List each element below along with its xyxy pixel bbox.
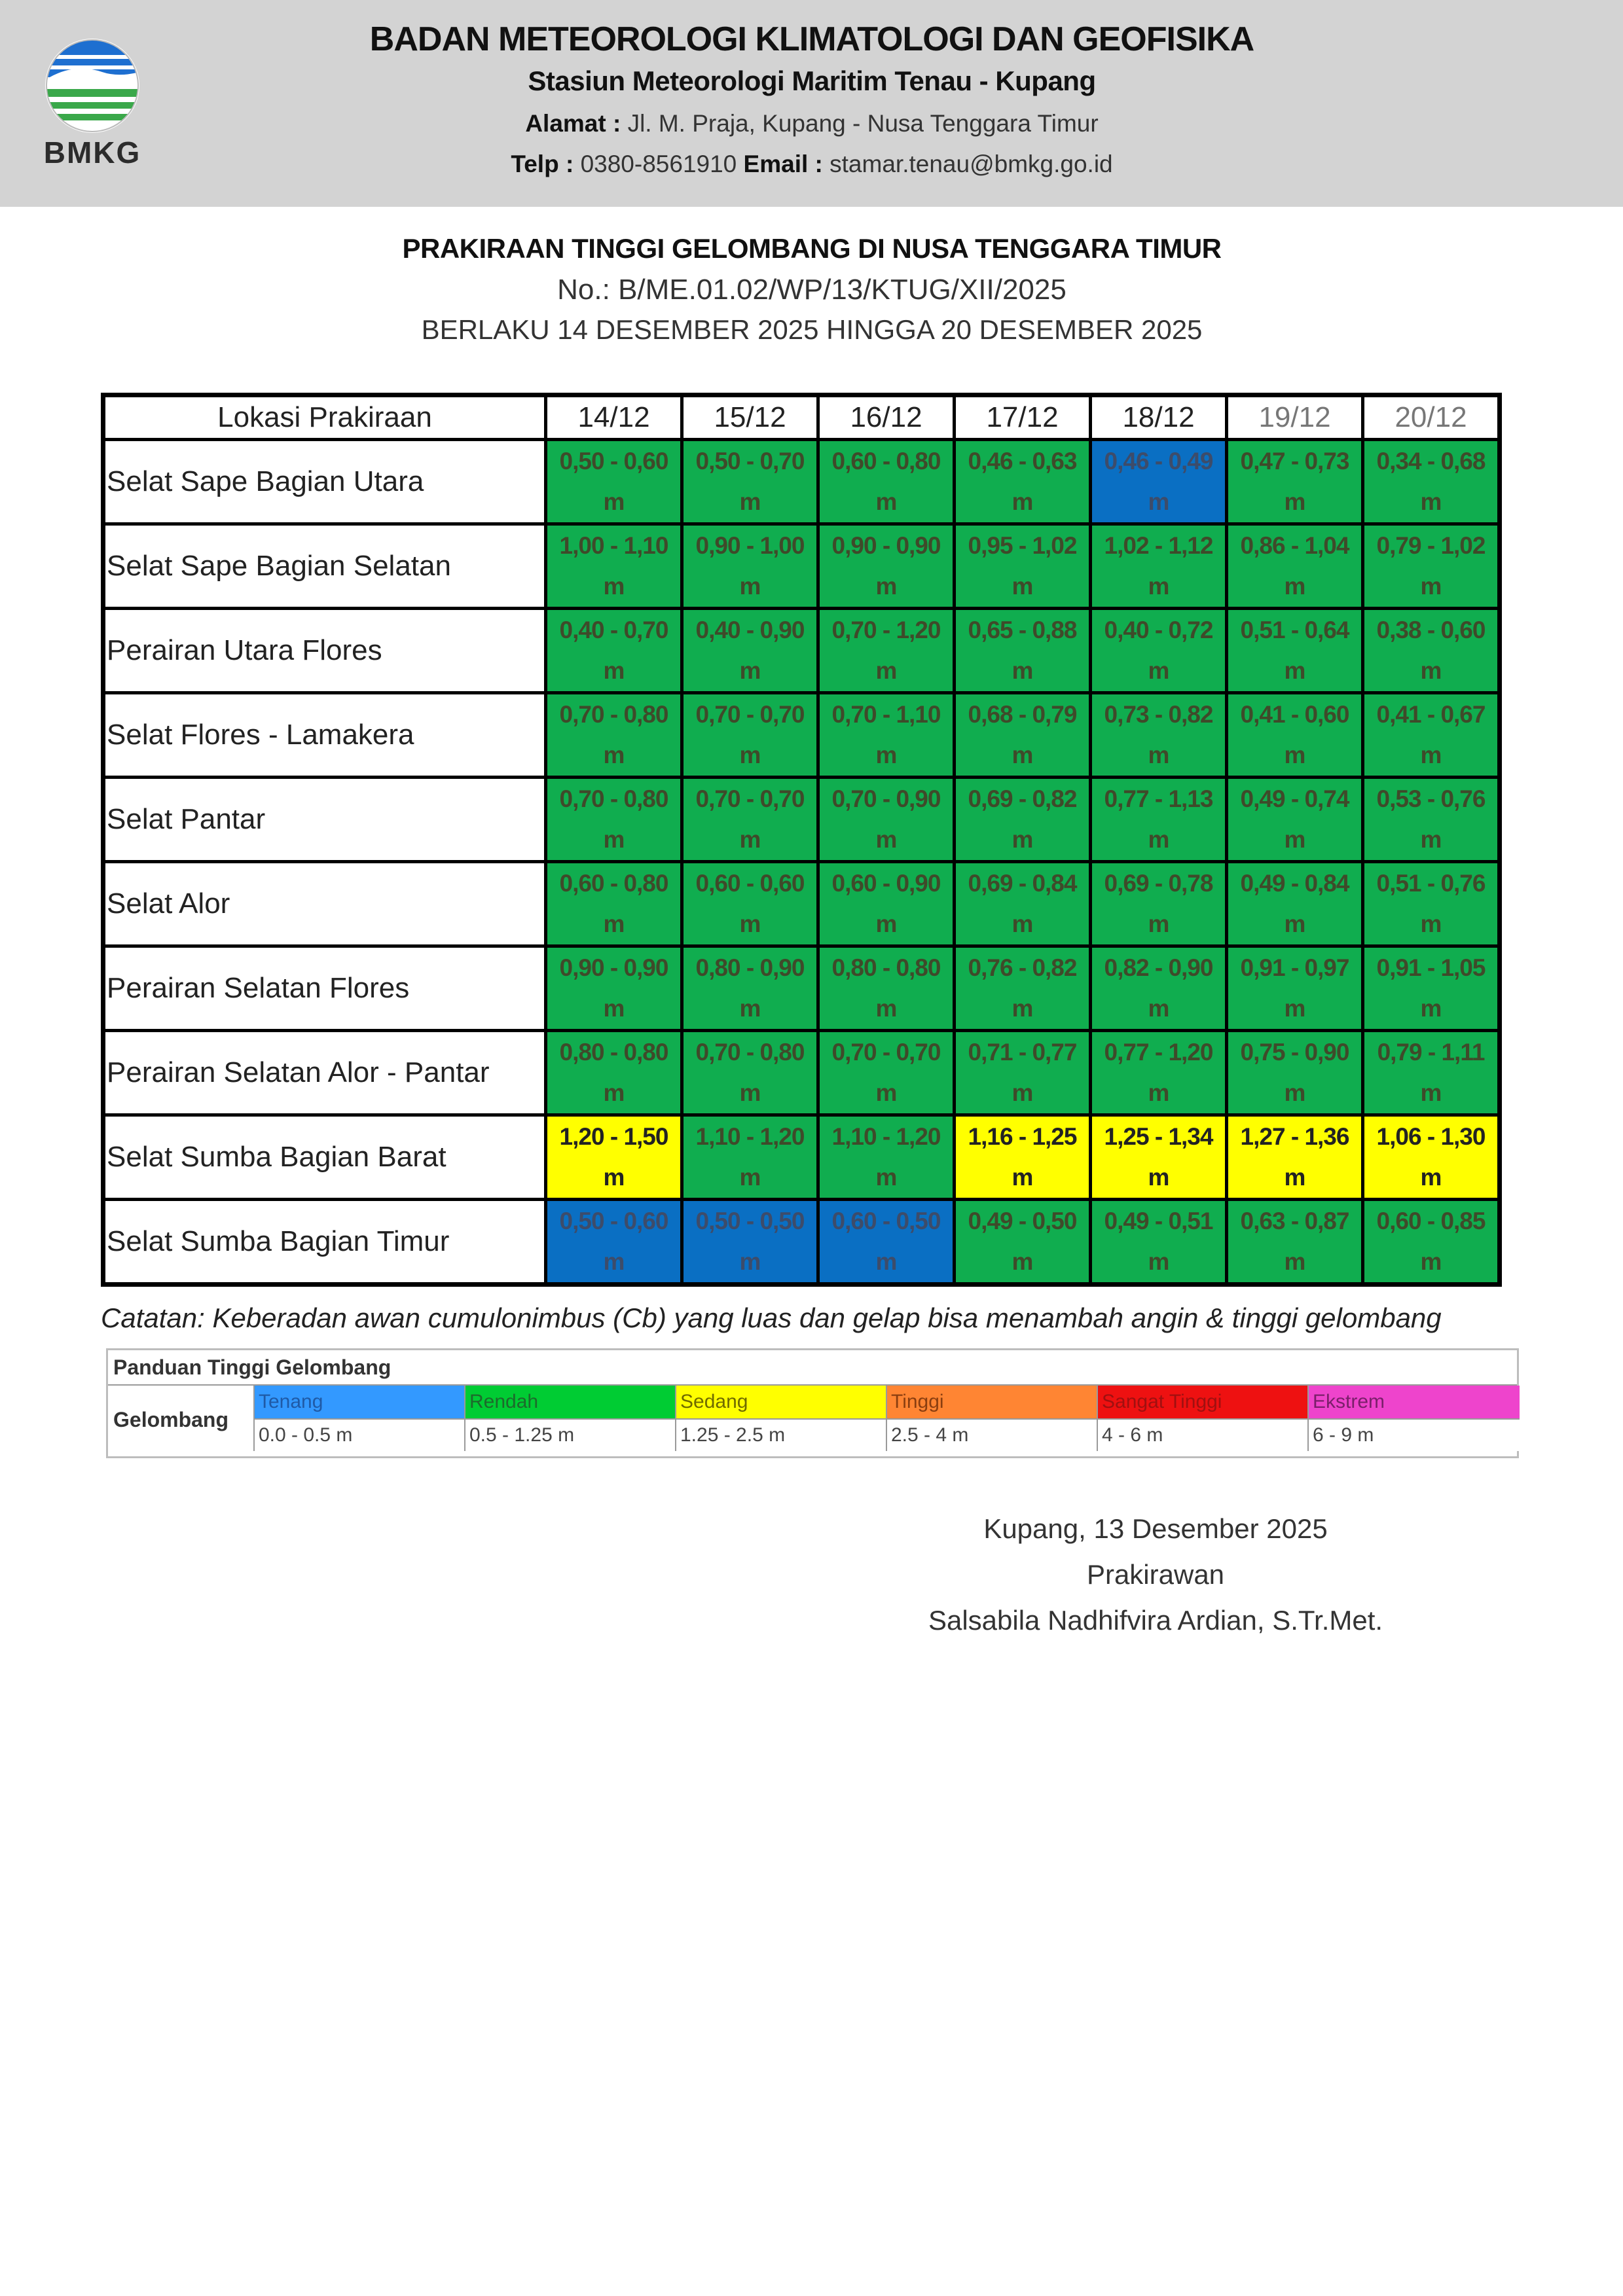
category-range: 2.5 - 4 m <box>887 1420 1098 1451</box>
wave-range: 0,80 - 0,80 <box>831 954 941 981</box>
wave-range: 0,49 - 0,74 <box>1240 785 1349 812</box>
wave-range: 0,60 - 0,90 <box>831 870 941 897</box>
wave-range: 0,40 - 0,90 <box>695 617 805 643</box>
wave-range: 0,41 - 0,60 <box>1240 701 1349 728</box>
wave-height-cell <box>546 1115 682 1200</box>
wave-height-cell <box>682 440 818 524</box>
wave-height-cell <box>1227 946 1363 1031</box>
wave-height-cell <box>955 1031 1091 1115</box>
wave-unit: m <box>603 1248 625 1275</box>
wave-unit: m <box>875 910 897 937</box>
wave-unit: m <box>1148 910 1169 937</box>
wave-height-cell <box>955 1200 1091 1285</box>
wave-height-cell <box>955 862 1091 946</box>
wave-height-cell <box>818 440 955 524</box>
bmkg-logo <box>37 37 148 174</box>
wave-unit: m <box>603 910 625 937</box>
wave-height-cell <box>1363 440 1500 524</box>
wave-unit: m <box>1012 657 1033 684</box>
wave-height-guide <box>106 1348 1519 1458</box>
wave-height-cell <box>546 1031 682 1115</box>
wave-height-cell <box>955 609 1091 693</box>
wave-unit: m <box>1012 1164 1033 1191</box>
wave-unit: m <box>1420 573 1442 600</box>
wave-height-cell <box>1363 778 1500 862</box>
wave-unit: m <box>1148 995 1169 1022</box>
wave-range: 0,70 - 0,80 <box>559 785 668 812</box>
category-name: Rendah <box>465 1386 676 1420</box>
wave-range: 0,60 - 0,80 <box>831 448 941 475</box>
wave-range: 0,70 - 1,20 <box>831 617 941 643</box>
location-name: Selat Sumba Bagian Barat <box>103 1115 546 1200</box>
phone-label: Telp : <box>511 151 574 177</box>
wave-range: 0,90 - 0,90 <box>559 954 668 981</box>
wave-height-cell <box>818 1200 955 1285</box>
wave-unit: m <box>739 742 761 768</box>
bmkg-emblem-icon <box>37 37 148 135</box>
wave-height-cell <box>546 693 682 778</box>
wave-forecast-table <box>101 393 1502 1287</box>
wave-unit: m <box>1284 488 1305 515</box>
wave-unit: m <box>1284 1079 1305 1106</box>
table-header-row <box>103 395 1500 440</box>
wave-unit: m <box>1284 995 1305 1022</box>
wave-unit: m <box>1420 910 1442 937</box>
wave-height-cell <box>1227 862 1363 946</box>
wave-unit: m <box>603 488 625 515</box>
wave-height-cell <box>546 609 682 693</box>
wave-unit: m <box>1148 1248 1169 1275</box>
wave-unit: m <box>1284 657 1305 684</box>
date-header: 17/12 <box>955 395 1091 440</box>
guide-category <box>675 1386 887 1451</box>
wave-unit: m <box>739 488 761 515</box>
wave-range: 1,10 - 1,20 <box>831 1123 941 1150</box>
wave-height-cell <box>818 1115 955 1200</box>
wave-range: 0,49 - 0,50 <box>968 1208 1077 1234</box>
wave-height-cell <box>682 693 818 778</box>
wave-height-cell <box>1227 440 1363 524</box>
wave-unit: m <box>875 1079 897 1106</box>
wave-range: 0,50 - 0,60 <box>559 448 668 475</box>
wave-unit: m <box>603 742 625 768</box>
wave-height-cell <box>1363 1115 1500 1200</box>
wave-unit: m <box>1284 910 1305 937</box>
wave-range: 0,49 - 0,84 <box>1240 870 1349 897</box>
email-label: Email : <box>743 151 823 177</box>
wave-unit: m <box>1420 826 1442 853</box>
wave-unit: m <box>875 488 897 515</box>
wave-range: 0,70 - 1,10 <box>831 701 941 728</box>
date-header: 18/12 <box>1091 395 1227 440</box>
cumulonimbus-note: Catatan: Keberadan awan cumulonimbus (Cb) yang luas dan gelap bisa menambah angin & tinggi gelombang <box>101 1302 1442 1333</box>
wave-range: 1,20 - 1,50 <box>559 1123 668 1150</box>
wave-range: 0,51 - 0,76 <box>1376 870 1486 897</box>
wave-height-cell <box>1091 609 1227 693</box>
document-title: PRAKIRAAN TINGGI GELOMBANG DI NUSA TENGGARA TIMUR <box>402 233 1222 264</box>
wave-height-cell <box>546 946 682 1031</box>
agency-name: BADAN METEOROLOGI KLIMATOLOGI DAN GEOFISIKA <box>369 20 1254 58</box>
table-row <box>103 1031 1500 1115</box>
letterhead <box>0 0 1623 207</box>
wave-height-cell <box>818 778 955 862</box>
wave-range: 0,51 - 0,64 <box>1240 617 1349 643</box>
wave-height-cell <box>955 946 1091 1031</box>
validity-period: BERLAKU 14 DESEMBER 2025 HINGGA 20 DESEMBER 2025 <box>421 314 1203 345</box>
wave-range: 0,82 - 0,90 <box>1104 954 1213 981</box>
wave-height-cell <box>1091 693 1227 778</box>
contact-line <box>288 151 1336 178</box>
wave-height-cell <box>1363 862 1500 946</box>
category-name: Tinggi <box>887 1386 1098 1420</box>
wave-unit: m <box>603 657 625 684</box>
wave-range: 1,10 - 1,20 <box>695 1123 805 1150</box>
table-row <box>103 524 1500 609</box>
wave-unit: m <box>1284 1164 1305 1191</box>
wave-range: 0,60 - 0,60 <box>695 870 805 897</box>
wave-height-cell <box>1363 1031 1500 1115</box>
address-line <box>288 110 1336 137</box>
wave-unit: m <box>875 1164 897 1191</box>
wave-unit: m <box>875 657 897 684</box>
wave-range: 0,63 - 0,87 <box>1240 1208 1349 1234</box>
wave-unit: m <box>1148 488 1169 515</box>
wave-range: 0,70 - 0,80 <box>695 1039 805 1066</box>
table-row <box>103 778 1500 862</box>
location-name: Selat Sape Bagian Utara <box>103 440 546 524</box>
wave-unit: m <box>1012 910 1033 937</box>
wave-unit: m <box>739 1164 761 1191</box>
wave-height-cell <box>1227 524 1363 609</box>
wave-range: 0,71 - 0,77 <box>968 1039 1077 1066</box>
address-value: Jl. M. Praja, Kupang - Nusa Tenggara Timur <box>627 110 1099 137</box>
category-range: 0.5 - 1.25 m <box>465 1420 676 1451</box>
wave-unit: m <box>1012 1248 1033 1275</box>
wave-unit: m <box>875 1248 897 1275</box>
wave-height-cell <box>546 1200 682 1285</box>
wave-range: 1,00 - 1,10 <box>559 532 668 559</box>
location-name: Selat Sape Bagian Selatan <box>103 524 546 609</box>
wave-height-cell <box>1091 1031 1227 1115</box>
category-range: 6 - 9 m <box>1309 1420 1520 1451</box>
wave-height-cell <box>1091 1200 1227 1285</box>
wave-range: 1,06 - 1,30 <box>1376 1123 1486 1150</box>
wave-range: 0,50 - 0,60 <box>559 1208 668 1234</box>
wave-height-cell <box>546 862 682 946</box>
guide-category <box>1097 1386 1309 1451</box>
wave-height-cell <box>1227 778 1363 862</box>
wave-unit: m <box>1420 995 1442 1022</box>
location-name: Perairan Utara Flores <box>103 609 546 693</box>
wave-range: 0,47 - 0,73 <box>1240 448 1349 475</box>
category-range: 1.25 - 2.5 m <box>676 1420 887 1451</box>
date-header: 19/12 <box>1227 395 1363 440</box>
wave-unit: m <box>739 1079 761 1106</box>
wave-height-cell <box>1227 1031 1363 1115</box>
table-row <box>103 609 1500 693</box>
wave-unit: m <box>739 910 761 937</box>
wave-range: 0,90 - 0,90 <box>831 532 941 559</box>
wave-range: 1,16 - 1,25 <box>968 1123 1077 1150</box>
wave-unit: m <box>1148 1164 1169 1191</box>
wave-range: 0,70 - 0,90 <box>831 785 941 812</box>
wave-height-cell <box>546 778 682 862</box>
wave-unit: m <box>739 657 761 684</box>
signature-place-date: Kupang, 13 Desember 2025 <box>983 1513 1328 1544</box>
wave-height-cell <box>818 862 955 946</box>
wave-unit: m <box>603 573 625 600</box>
wave-unit: m <box>1012 742 1033 768</box>
wave-height-cell <box>1227 1115 1363 1200</box>
wave-height-cell <box>1091 440 1227 524</box>
guide-title: Panduan Tinggi Gelombang <box>113 1355 392 1379</box>
wave-unit: m <box>875 826 897 853</box>
wave-height-cell <box>1363 946 1500 1031</box>
table-row <box>103 862 1500 946</box>
guide-category <box>1307 1386 1520 1451</box>
guide-category <box>253 1386 465 1451</box>
wave-range: 0,34 - 0,68 <box>1376 448 1486 475</box>
wave-height-cell <box>1091 524 1227 609</box>
wave-unit: m <box>1420 1164 1442 1191</box>
wave-range: 0,95 - 1,02 <box>968 532 1077 559</box>
wave-range: 0,77 - 1,13 <box>1104 785 1213 812</box>
location-name: Selat Flores - Lamakera <box>103 693 546 778</box>
guide-category <box>464 1386 676 1451</box>
wave-unit: m <box>1420 488 1442 515</box>
wave-height-cell <box>682 946 818 1031</box>
table-row <box>103 946 1500 1031</box>
table-row <box>103 440 1500 524</box>
wave-height-cell <box>682 524 818 609</box>
wave-unit: m <box>1012 573 1033 600</box>
wave-height-cell <box>955 440 1091 524</box>
wave-unit: m <box>1012 995 1033 1022</box>
wave-range: 0,50 - 0,70 <box>695 448 805 475</box>
wave-height-cell <box>818 1031 955 1115</box>
category-range: 4 - 6 m <box>1098 1420 1309 1451</box>
wave-unit: m <box>1284 573 1305 600</box>
wave-unit: m <box>739 573 761 600</box>
location-name: Perairan Selatan Alor - Pantar <box>103 1031 546 1115</box>
location-name: Perairan Selatan Flores <box>103 946 546 1031</box>
wave-unit: m <box>603 995 625 1022</box>
wave-height-cell <box>1091 946 1227 1031</box>
wave-unit: m <box>603 1164 625 1191</box>
wave-range: 0,80 - 0,80 <box>559 1039 668 1066</box>
wave-range: 1,25 - 1,34 <box>1104 1123 1213 1150</box>
wave-range: 0,75 - 0,90 <box>1240 1039 1349 1066</box>
wave-unit: m <box>875 742 897 768</box>
wave-height-cell <box>682 778 818 862</box>
wave-range: 0,40 - 0,70 <box>559 617 668 643</box>
signature-role: Prakirawan <box>1086 1559 1225 1590</box>
wave-height-cell <box>955 693 1091 778</box>
wave-range: 0,91 - 1,05 <box>1376 954 1486 981</box>
category-name: Sangat Tinggi <box>1098 1386 1309 1420</box>
wave-height-cell <box>818 693 955 778</box>
wave-range: 0,60 - 0,80 <box>559 870 668 897</box>
wave-unit: m <box>1420 657 1442 684</box>
wave-range: 0,49 - 0,51 <box>1104 1208 1213 1234</box>
wave-unit: m <box>1012 1079 1033 1106</box>
category-name: Tenang <box>255 1386 465 1420</box>
wave-unit: m <box>1420 742 1442 768</box>
wave-unit: m <box>1148 657 1169 684</box>
date-header: 16/12 <box>818 395 955 440</box>
wave-unit: m <box>1284 742 1305 768</box>
wave-height-cell <box>1363 609 1500 693</box>
wave-height-cell <box>1363 1200 1500 1285</box>
location-header: Lokasi Prakiraan <box>103 395 546 440</box>
wave-height-cell <box>818 524 955 609</box>
wave-range: 0,70 - 0,70 <box>831 1039 941 1066</box>
guide-category <box>886 1386 1098 1451</box>
wave-height-cell <box>546 440 682 524</box>
wave-range: 0,70 - 0,70 <box>695 701 805 728</box>
wave-range: 0,77 - 1,20 <box>1104 1039 1213 1066</box>
wave-range: 0,86 - 1,04 <box>1240 532 1349 559</box>
wave-unit: m <box>875 573 897 600</box>
wave-height-cell <box>955 1115 1091 1200</box>
wave-range: 0,80 - 0,90 <box>695 954 805 981</box>
wave-height-cell <box>682 1200 818 1285</box>
wave-range: 0,50 - 0,50 <box>695 1208 805 1234</box>
wave-range: 0,69 - 0,84 <box>968 870 1077 897</box>
wave-height-cell <box>1227 609 1363 693</box>
category-range: 0.0 - 0.5 m <box>255 1420 465 1451</box>
wave-range: 0,46 - 0,63 <box>968 448 1077 475</box>
station-name: Stasiun Meteorologi Maritim Tenau - Kupang <box>528 65 1096 96</box>
wave-range: 0,46 - 0,49 <box>1104 448 1213 475</box>
wave-unit: m <box>1148 573 1169 600</box>
wave-range: 0,69 - 0,82 <box>968 785 1077 812</box>
wave-range: 0,41 - 0,67 <box>1376 701 1486 728</box>
date-header: 20/12 <box>1363 395 1500 440</box>
wave-range: 0,76 - 0,82 <box>968 954 1077 981</box>
location-name: Selat Alor <box>103 862 546 946</box>
wave-unit: m <box>1012 826 1033 853</box>
wave-unit: m <box>1284 1248 1305 1275</box>
table-row <box>103 693 1500 778</box>
wave-unit: m <box>603 1079 625 1106</box>
wave-range: 0,69 - 0,78 <box>1104 870 1213 897</box>
guide-row-label: Gelombang <box>113 1408 229 1431</box>
wave-range: 0,79 - 1,11 <box>1377 1039 1485 1066</box>
wave-height-cell <box>682 1115 818 1200</box>
wave-height-cell <box>955 524 1091 609</box>
wave-height-cell <box>1091 778 1227 862</box>
wave-height-cell <box>1091 1115 1227 1200</box>
wave-range: 0,53 - 0,76 <box>1376 785 1486 812</box>
wave-height-cell <box>1227 1200 1363 1285</box>
wave-range: 0,90 - 1,00 <box>695 532 805 559</box>
table-row <box>103 1200 1500 1285</box>
signature-name: Salsabila Nadhifvira Ardian, S.Tr.Met. <box>928 1605 1383 1636</box>
wave-unit: m <box>1148 826 1169 853</box>
wave-range: 0,79 - 1,02 <box>1376 532 1486 559</box>
wave-range: 0,38 - 0,60 <box>1376 617 1486 643</box>
wave-range: 0,60 - 0,85 <box>1376 1208 1486 1234</box>
wave-height-cell <box>682 1031 818 1115</box>
document-number: No.: B/ME.01.02/WP/13/KTUG/XII/2025 <box>557 274 1067 306</box>
wave-unit: m <box>739 1248 761 1275</box>
wave-range: 0,91 - 0,97 <box>1240 954 1349 981</box>
wave-range: 1,02 - 1,12 <box>1104 532 1213 559</box>
wave-unit: m <box>1284 826 1305 853</box>
wave-unit: m <box>1420 1079 1442 1106</box>
category-name: Sedang <box>676 1386 887 1420</box>
wave-range: 0,73 - 0,82 <box>1104 701 1213 728</box>
wave-height-cell <box>1363 524 1500 609</box>
wave-height-cell <box>818 946 955 1031</box>
wave-unit: m <box>1148 742 1169 768</box>
wave-height-cell <box>818 609 955 693</box>
wave-range: 0,60 - 0,50 <box>831 1208 941 1234</box>
location-name: Selat Sumba Bagian Timur <box>103 1200 546 1285</box>
wave-height-cell <box>955 778 1091 862</box>
wave-height-cell <box>1227 693 1363 778</box>
table-row <box>103 1115 1500 1200</box>
wave-range: 0,70 - 0,70 <box>695 785 805 812</box>
logo-text: BMKG <box>43 135 141 170</box>
category-name: Ekstrem <box>1309 1386 1520 1420</box>
wave-range: 0,40 - 0,72 <box>1104 617 1213 643</box>
wave-unit: m <box>1148 1079 1169 1106</box>
wave-unit: m <box>1012 488 1033 515</box>
wave-unit: m <box>603 826 625 853</box>
phone-value: 0380-8561910 <box>580 151 737 177</box>
wave-height-cell <box>682 862 818 946</box>
date-header: 15/12 <box>682 395 818 440</box>
wave-range: 1,27 - 1,36 <box>1240 1123 1349 1150</box>
date-header: 14/12 <box>546 395 682 440</box>
wave-unit: m <box>875 995 897 1022</box>
wave-range: 0,68 - 0,79 <box>968 701 1077 728</box>
email-value: stamar.tenau@bmkg.go.id <box>830 151 1113 177</box>
wave-range: 0,65 - 0,88 <box>968 617 1077 643</box>
address-label: Alamat : <box>525 110 621 137</box>
wave-height-cell <box>546 524 682 609</box>
wave-height-cell <box>1091 862 1227 946</box>
wave-range: 0,70 - 0,80 <box>559 701 668 728</box>
location-name: Selat Pantar <box>103 778 546 862</box>
wave-unit: m <box>1420 1248 1442 1275</box>
wave-unit: m <box>739 995 761 1022</box>
wave-height-cell <box>1363 693 1500 778</box>
wave-height-cell <box>682 609 818 693</box>
wave-unit: m <box>739 826 761 853</box>
